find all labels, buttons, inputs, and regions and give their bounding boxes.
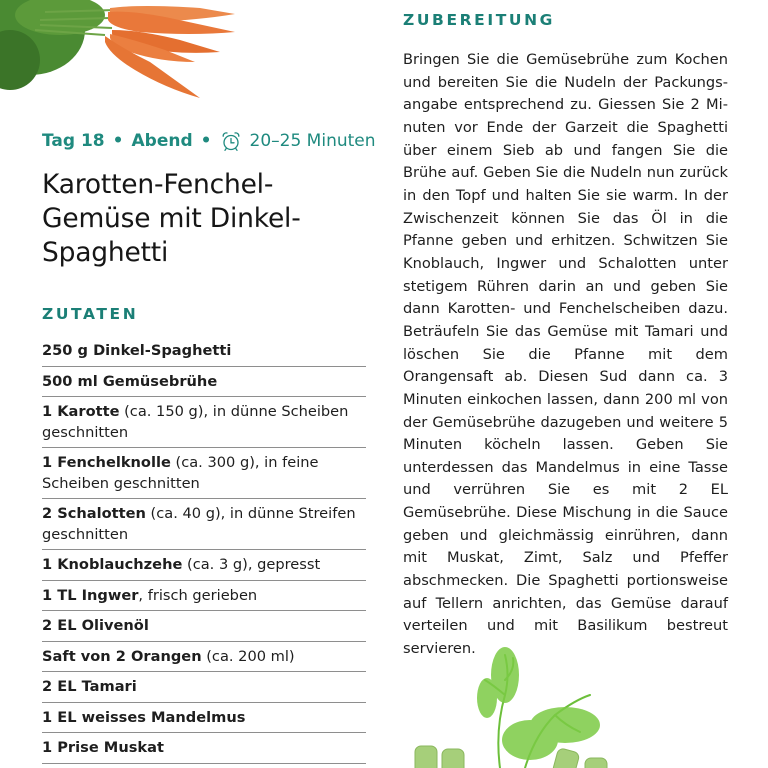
recipe-meta (42, 130, 376, 152)
ingredient-amount: 250 g Dinkel-Spaghetti (42, 342, 232, 359)
ingredient-item (42, 499, 366, 550)
ingredient-amount: 500 ml Gemüsebrühe (42, 372, 218, 390)
ingredient-amount: 1 TL Ingwer (42, 586, 139, 604)
title-line: Karotten-Fenchel- (42, 169, 274, 200)
recipe-title (42, 168, 367, 270)
preparation-text: Bringen Sie die Gemüsebrühe zum Kochen und bereiten Sie die Nudeln der Packungsangabe entsprechend zu. Giessen Sie 2 Minuten vor Ende der Garzeit die Spaghetti über einem Sieb ab und fangen Sie die Brühe auf. Geben Sie die Nudeln nun zurück in den Topf und halten Sie sie warm. In der Zwischenzeit können Sie das Öl in die Pfanne geben und erhitzen. Schwitzen Sie Knoblauch, Ingwer und Schalotten unter stetigem Rühren darin an und geben Sie dann Karotten- und Fenchelscheiben dazu. Beträufeln Sie das Gemüse mit Tamari und löschen Sie die Pfanne mit dem Orangensaft ab. Diesen Sud dann ca. 3 Minuten einkochen lassen, dann 200 ml von der Gemüsebrühe dazugeben und weitere 5 Minuten köcheln lassen. Geben Sie unterdessen das Mandelmus in eine Tasse und verrühren Sie es mit 2 EL Gemüsebrühe. Diese Mischung in die Sauce geben und gleichmässig einrühren, dann mit Muskat, Zimt, Salz und Pfeffer abschmecken. Die Spaghetti portionsweise auf Tellern anrichten, das Gemüse darauf verteilen und mit Basilikum bestreut servieren. (403, 51, 728, 658)
preparation-heading: ZUBEREITUNG (403, 11, 555, 29)
ingredient-note: (ca. 150 g), in dünne Scheiben geschnitten (42, 403, 349, 441)
meal-label: Abend (131, 131, 193, 151)
ingredient-item (42, 336, 366, 367)
title-line: Gemüse mit Dinkel- (42, 203, 301, 234)
ingredient-amount: 1 Fenchelknolle (42, 454, 171, 471)
meta-separator: • (200, 131, 212, 151)
ingredient-amount: 1 EL weisses Mandelmus (42, 708, 246, 726)
ingredient-item (42, 672, 366, 703)
fennel-image (405, 640, 625, 768)
ingredient-amount: 1 Karotte (42, 403, 120, 420)
day-label: Tag 18 (42, 131, 105, 151)
meta-separator: • (112, 131, 124, 151)
ingredient-item (42, 642, 366, 673)
ingredient-item (42, 581, 366, 612)
ingredient-amount: 1 Prise Muskat (42, 739, 164, 756)
ingredient-item (42, 397, 366, 448)
ingredients-list (42, 336, 366, 764)
alarm-clock-icon (220, 130, 242, 152)
title-line: Spaghetti (42, 237, 169, 268)
ingredient-note: (ca. 40 g), in dünne Streifen geschnitten (42, 505, 356, 543)
ingredient-amount: 2 EL Tamari (42, 678, 137, 695)
ingredient-amount: 1 Knoblauchzehe (42, 556, 183, 573)
duration-label: 20–25 Minuten (249, 131, 376, 151)
ingredient-note: , frisch gerieben (138, 586, 258, 604)
ingredients-heading: ZUTATEN (42, 305, 139, 323)
ingredient-item (42, 367, 366, 398)
ingredient-note: (ca. 3 g), gepresst (182, 556, 321, 573)
ingredient-item (42, 550, 366, 581)
ingredient-item (42, 448, 366, 499)
ingredient-amount: 2 EL Olivenöl (42, 617, 149, 634)
carrots-image (0, 0, 240, 105)
ingredient-amount: Saft von 2 Orangen (42, 647, 202, 665)
ingredient-item (42, 611, 366, 642)
ingredient-item (42, 703, 366, 734)
ingredient-amount: 2 Schalotten (42, 505, 146, 522)
ingredient-note: (ca. 200 ml) (201, 647, 295, 665)
ingredient-note: (ca. 300 g), in feine Scheiben geschnitten (42, 454, 319, 492)
ingredient-item (42, 733, 366, 764)
